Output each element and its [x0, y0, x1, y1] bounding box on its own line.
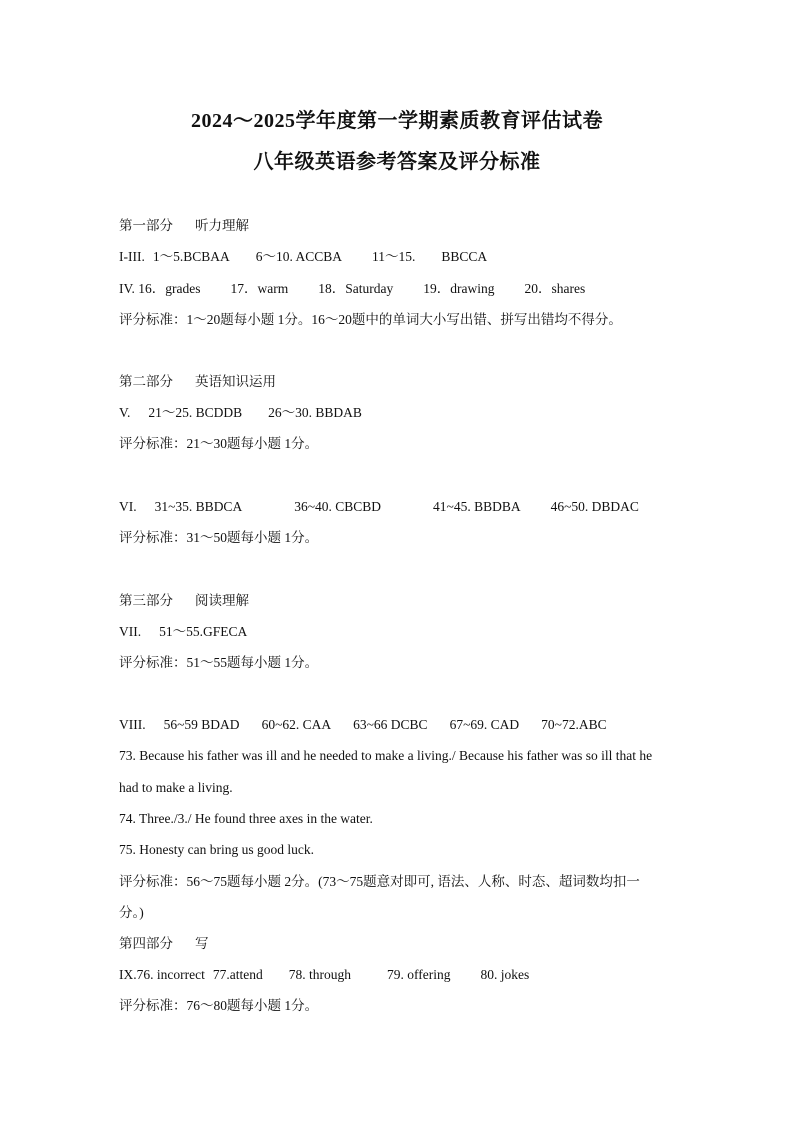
part4-name: 写	[195, 936, 209, 951]
page-title: 2024～2025学年度第一学期素质教育评估试卷	[191, 110, 603, 132]
part4-heading-line	[119, 935, 209, 953]
part2-scoring-6: 评分标准：31～50题每小题 1分。	[119, 530, 319, 545]
part1-answers-1-3	[119, 248, 487, 266]
section-label: VII.	[119, 624, 142, 639]
page-subtitle: 八年级英语参考答案及评分标准	[253, 151, 541, 173]
answer-group: 26～30. BBDAB	[268, 405, 362, 420]
part1-heading-line	[119, 217, 249, 235]
answer-group: 11～15.	[372, 249, 416, 264]
answer-group: 56~59 BDAD	[163, 717, 240, 732]
answer-group: 77.attend	[212, 967, 263, 982]
answer-75: 75. Honesty can bring us good luck.	[119, 842, 314, 857]
part3-heading: 第三部分	[119, 593, 173, 608]
part2-name: 英语知识运用	[195, 374, 276, 389]
answer-group: IX.76. incorrect	[119, 967, 205, 982]
answer-group: IV. 16．grades	[119, 281, 201, 296]
answer-group: 79. offering	[386, 967, 451, 982]
section-label: VIII.	[119, 717, 146, 732]
answer-group: BBCCA	[441, 249, 488, 264]
answer-group: 63~66 DCBC	[353, 717, 428, 732]
answer-74: 74. Three./3./ He found three axes in the water.	[119, 811, 373, 826]
answer-group: 20．shares	[524, 281, 586, 296]
part1-name: 听力理解	[195, 218, 249, 233]
answer-group: 80. jokes	[480, 967, 530, 982]
answer-group: 36~40. CBCBD	[294, 499, 382, 514]
answer-group: 41~45. BBDBA	[433, 499, 521, 514]
answer-group: 17．warm	[230, 281, 289, 296]
answer-group: 18．Saturday	[318, 281, 394, 296]
answer-group: 21～25. BCDDB	[148, 405, 243, 420]
part2-scoring-5: 评分标准：21～30题每小题 1分。	[119, 436, 319, 451]
part1-answers-4	[119, 280, 585, 298]
answer-group: 78. through	[288, 967, 351, 982]
part4-heading: 第四部分	[119, 936, 173, 951]
answer-group: 6～10. ACCBA	[255, 249, 343, 264]
answer-group: 60~62. CAA	[261, 717, 332, 732]
part1-scoring: 评分标准：1～20题每小题 1分。16～20题中的单词大小写出错、拼写出错均不得分。	[119, 312, 622, 327]
part3-heading-line	[119, 592, 249, 610]
part3-scoring-7: 评分标准：51～55题每小题 1分。	[119, 655, 319, 670]
section-label: VI.	[119, 499, 137, 514]
part3-scoring-8-line1: 评分标准：56～75题每小题 2分。(73～75题意对即可, 语法、人称、时态、超词数均扣一	[119, 874, 640, 889]
section-label: V.	[119, 405, 131, 420]
part2-answers-5	[119, 404, 362, 422]
answer-group: 51～55.GFECA	[159, 624, 248, 639]
part1-heading: 第一部分	[119, 218, 173, 233]
part3-answers-8	[119, 716, 607, 734]
part2-heading: 第二部分	[119, 374, 173, 389]
answer-73-line1: 73. Because his father was ill and he needed to make a living./ Because his father was so ill that he	[119, 748, 653, 763]
answer-group: 19．drawing	[423, 281, 495, 296]
part2-answers-6	[119, 498, 639, 516]
answer-group: 31~35. BBDCA	[154, 499, 243, 514]
answer-group: 67~69. CAD	[449, 717, 520, 732]
part3-name: 阅读理解	[195, 593, 249, 608]
section-label: I-III.	[119, 249, 145, 264]
answer-group: 1～5.BCBAA	[152, 249, 230, 264]
answer-group: 46~50. DBDAC	[550, 499, 639, 514]
part2-heading-line	[119, 373, 276, 391]
part3-scoring-8-line2: 分。)	[119, 905, 144, 920]
answer-group: 70~72.ABC	[541, 717, 607, 732]
answer-73-line2: had to make a living.	[119, 780, 233, 795]
part4-scoring: 评分标准：76～80题每小题 1分。	[119, 998, 319, 1013]
part4-answers-9	[119, 966, 529, 984]
part3-answers-7	[119, 623, 247, 641]
